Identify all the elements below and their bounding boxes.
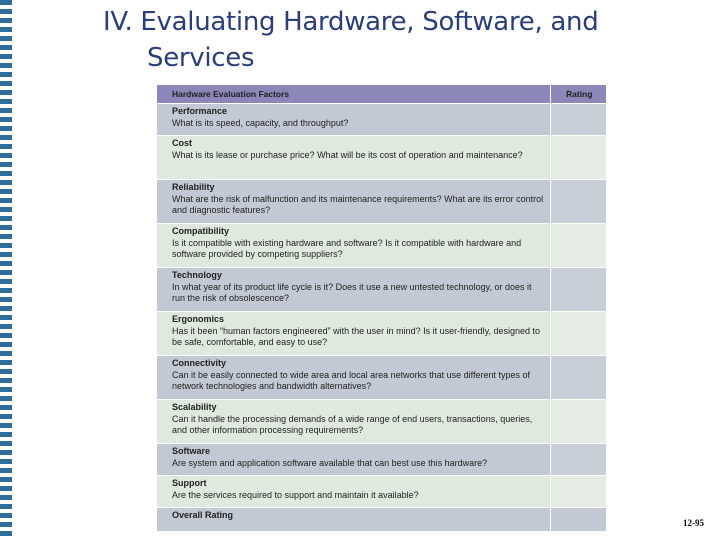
rating-cell	[551, 312, 607, 356]
table-row-overall-rating	[157, 508, 607, 532]
factor-name: Cost	[172, 138, 192, 148]
rating-cell	[551, 476, 607, 508]
overall-rating-label: Overall Rating	[172, 510, 234, 520]
factor-cell	[157, 104, 551, 136]
factor-question: What is its speed, capacity, and throughput?	[172, 117, 349, 128]
factor-question: What is its lease or purchase price? What will be its cost of operation and maintenance?	[172, 149, 523, 160]
factor-cell	[157, 312, 551, 356]
header-factors: Hardware Evaluation Factors	[157, 85, 551, 104]
rating-cell	[551, 508, 607, 532]
table-row-reliability	[157, 180, 607, 224]
table-row-cost	[157, 136, 607, 180]
rating-cell	[551, 400, 607, 444]
factor-name: Software	[172, 446, 211, 456]
rating-cell	[551, 104, 607, 136]
factor-question: Are the services required to support and maintain it available?	[172, 489, 419, 500]
rating-cell	[551, 224, 607, 268]
table-row-compatibility	[157, 224, 607, 268]
table-row-scalability	[157, 400, 607, 444]
factor-cell	[157, 476, 551, 508]
factor-name: Scalability	[172, 402, 217, 412]
factor-name: Reliability	[172, 182, 215, 192]
page-number: 12-95	[683, 518, 704, 528]
factor-name: Support	[172, 478, 207, 488]
slide-title	[103, 4, 598, 76]
factor-name: Performance	[172, 106, 228, 116]
factor-name: Ergonomics	[172, 314, 225, 324]
factor-cell	[157, 356, 551, 400]
table-row-connectivity	[157, 356, 607, 400]
factor-question: Can it be easily connected to wide area and local area networks that use different types of network technologies and bandwidth alternatives?	[172, 369, 531, 391]
rating-cell	[551, 444, 607, 476]
table-row-support	[157, 476, 607, 508]
factor-cell	[157, 180, 551, 224]
factor-cell	[157, 508, 551, 532]
factor-question: Is it compatible with existing hardware and software? Is it compatible with hardware and software provided by competing suppliers?	[172, 237, 522, 259]
factor-question: Has it been “human factors engineered” with the user in mind? Is it user-friendly, designed to be safe, comfortable, and easy to use?	[172, 325, 541, 347]
table-row-ergonomics	[157, 312, 607, 356]
table-row-technology	[157, 268, 607, 312]
factor-question: Are system and application software available that can best use this hardware?	[172, 457, 488, 468]
factor-cell	[157, 444, 551, 476]
factor-cell	[157, 400, 551, 444]
rating-cell	[551, 136, 607, 180]
factor-name: Compatibility	[172, 226, 230, 236]
factor-question: In what year of its product life cycle is it? Does it use a new untested technology, or does it run the risk of obsolescence?	[172, 281, 532, 303]
rating-cell	[551, 356, 607, 400]
rating-cell	[551, 268, 607, 312]
hardware-evaluation-table	[156, 84, 607, 532]
factor-question: What are the risk of malfunction and its maintenance requirements? What are its error control and diagnostic features?	[172, 193, 544, 215]
table-row-performance	[157, 104, 607, 136]
table-row-software	[157, 444, 607, 476]
decorative-left-stripe	[0, 0, 12, 540]
factor-name: Technology	[172, 270, 222, 280]
factor-cell	[157, 268, 551, 312]
factor-cell	[157, 136, 551, 180]
factor-name: Connectivity	[172, 358, 227, 368]
table-header-row	[157, 85, 607, 104]
header-rating: Rating	[551, 85, 607, 104]
slide-title-line-1: IV. Evaluating Hardware, Software, and	[103, 7, 599, 37]
rating-cell	[551, 180, 607, 224]
factor-question: Can it handle the processing demands of a wide range of end users, transactions, queries, and other information processing requirements?	[172, 413, 533, 435]
slide-title-line-2: Services	[147, 43, 255, 73]
factor-cell	[157, 224, 551, 268]
